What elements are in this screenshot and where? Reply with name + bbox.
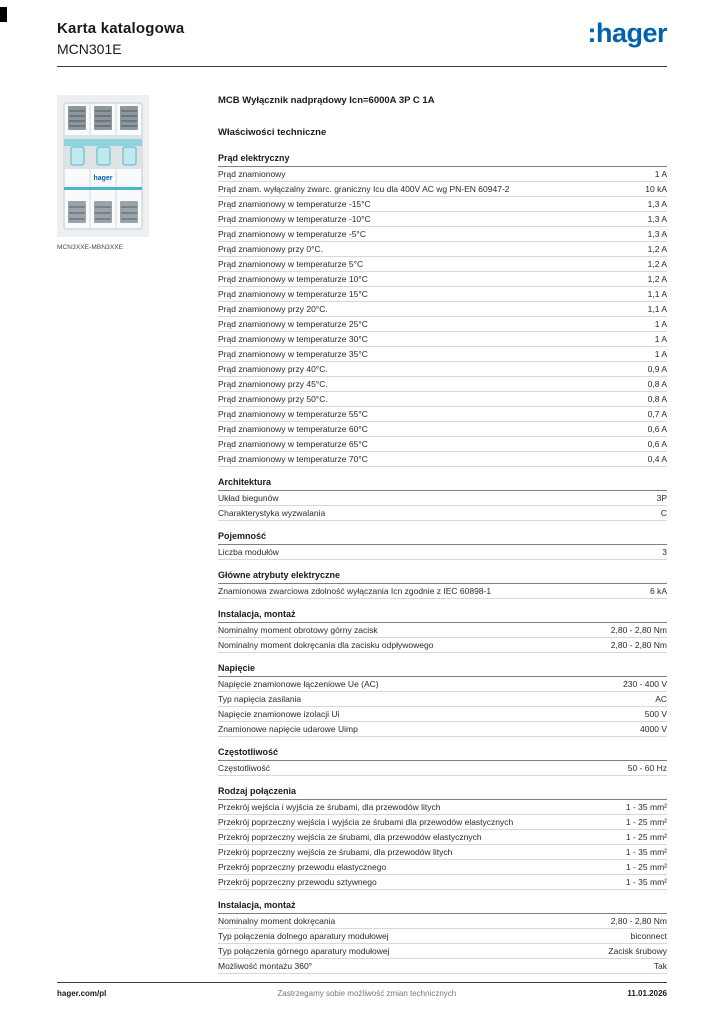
spec-row	[218, 422, 667, 437]
spec-row	[218, 491, 667, 506]
spec-row	[218, 638, 667, 653]
spec-row	[218, 830, 667, 845]
section-rows	[218, 584, 667, 599]
spec-value: 1 - 25 mm²	[625, 862, 667, 872]
spec-row	[218, 722, 667, 737]
spec-value: 1,2 A	[647, 274, 667, 284]
spec-section	[218, 609, 667, 653]
spec-value: 0,7 A	[647, 409, 667, 419]
spec-value: 1 - 35 mm²	[625, 847, 667, 857]
section-rows	[218, 491, 667, 521]
product-reference: MCN301E	[57, 41, 122, 57]
spec-label: Nominalny moment obrotowy górny zacisk	[218, 625, 378, 635]
section-rows	[218, 761, 667, 776]
header-divider	[57, 66, 667, 67]
section-rows	[218, 800, 667, 890]
spec-row	[218, 677, 667, 692]
spec-row	[218, 347, 667, 362]
spec-label: Napięcie znamionowe izolacji Ui	[218, 709, 340, 719]
section-title: Prąd elektryczny	[218, 153, 667, 167]
spec-label: Prąd znamionowy w temperaturze 25°C	[218, 319, 368, 329]
spec-label: Znamionowa zwarciowa zdolność wyłączania Icn zgodnie z IEC 60898-1	[218, 586, 492, 596]
spec-row	[218, 761, 667, 776]
spec-label: Prąd znamionowy przy 20°C.	[218, 304, 328, 314]
spec-row	[218, 959, 667, 974]
section-title: Instalacja, montaż	[218, 609, 667, 623]
spec-row	[218, 545, 667, 560]
section-rows	[218, 167, 667, 467]
spec-value: 0,8 A	[647, 379, 667, 389]
spec-value: 1 - 35 mm²	[625, 802, 667, 812]
section-title: Instalacja, montaż	[218, 900, 667, 914]
spec-row	[218, 212, 667, 227]
spec-row	[218, 392, 667, 407]
spec-label: Prąd znamionowy w temperaturze 5°C	[218, 259, 364, 269]
spec-row	[218, 692, 667, 707]
spec-label: Możliwość montażu 360°	[218, 961, 313, 971]
spec-section	[218, 570, 667, 599]
spec-value: 3	[662, 547, 667, 557]
spec-section	[218, 786, 667, 890]
spec-value: 1,3 A	[647, 199, 667, 209]
spec-section	[218, 747, 667, 776]
spec-label: Przekrój wejścia i wyjścia ze śrubami, dla przewodów litych	[218, 802, 441, 812]
spec-value: 0,6 A	[647, 439, 667, 449]
spec-row	[218, 914, 667, 929]
spec-label: Prąd znamionowy	[218, 169, 286, 179]
product-image	[57, 95, 149, 237]
spec-row	[218, 182, 667, 197]
spec-value: 10 kA	[645, 184, 667, 194]
spec-value: 2,80 - 2,80 Nm	[610, 640, 667, 650]
spec-label: Prąd znamionowy w temperaturze 10°C	[218, 274, 368, 284]
spec-label: Prąd znamionowy w temperaturze 15°C	[218, 289, 368, 299]
product-figure	[57, 95, 149, 251]
spec-value: Zacisk śrubowy	[608, 946, 667, 956]
spec-value: biconnect	[630, 931, 667, 941]
spec-value: 1 - 25 mm²	[625, 832, 667, 842]
spec-label: Prąd znamionowy w temperaturze 70°C	[218, 454, 368, 464]
spec-row	[218, 242, 667, 257]
spec-row	[218, 860, 667, 875]
spec-label: Napięcie znamionowe łączeniowe Ue (AC)	[218, 679, 379, 689]
spec-row	[218, 944, 667, 959]
spec-label: Przekrój poprzeczny wejścia i wyjścia ze śrubami dla przewodów elastycznych	[218, 817, 514, 827]
spec-label: Nominalny moment dokręcania dla zacisku odpływowego	[218, 640, 434, 650]
hager-logo: :hager	[587, 18, 667, 48]
spec-label: Prąd znamionowy w temperaturze 65°C	[218, 439, 368, 449]
spec-value: 50 - 60 Hz	[627, 763, 667, 773]
spec-label: Prąd znamionowy w temperaturze 30°C	[218, 334, 368, 344]
spec-value: 1 A	[654, 334, 667, 344]
spec-value: 0,6 A	[647, 424, 667, 434]
spec-value: 3P	[656, 493, 667, 503]
spec-row	[218, 287, 667, 302]
svg-text:hager: hager	[93, 175, 113, 182]
page-header	[57, 20, 667, 57]
spec-label: Układ biegunów	[218, 493, 279, 503]
spec-section	[218, 663, 667, 737]
spec-label: Przekrój poprzeczny przewodu sztywnego	[218, 877, 377, 887]
spec-row	[218, 815, 667, 830]
spec-label: Nominalny moment dokręcania	[218, 916, 336, 926]
product-caption: MCN3XXE-MBN3XXE	[57, 244, 124, 251]
spec-value: 1,3 A	[647, 214, 667, 224]
spec-row	[218, 272, 667, 287]
spec-section	[218, 900, 667, 974]
spec-label: Prąd znamionowy w temperaturze 35°C	[218, 349, 368, 359]
spec-row	[218, 407, 667, 422]
section-rows	[218, 914, 667, 974]
spec-row	[218, 317, 667, 332]
spec-value: 230 - 400 V	[623, 679, 667, 689]
footer-date: 11.01.2026	[627, 989, 667, 998]
page-footer	[57, 982, 667, 998]
spec-value: C	[660, 508, 667, 518]
section-title: Pojemność	[218, 531, 667, 545]
spec-row	[218, 437, 667, 452]
section-title: Główne atrybuty elektryczne	[218, 570, 667, 584]
spec-value: 1 - 35 mm²	[625, 877, 667, 887]
spec-row	[218, 167, 667, 182]
spec-label: Znamionowe napięcie udarowe Uimp	[218, 724, 358, 734]
spec-value: 1 A	[654, 169, 667, 179]
spec-label: Liczba modułów	[218, 547, 279, 557]
spec-value: 1 A	[654, 319, 667, 329]
spec-section	[218, 531, 667, 560]
tech-properties-heading: Właściwości techniczne	[218, 127, 327, 138]
spec-label: Częstotliwość	[218, 763, 270, 773]
spec-value: 0,9 A	[647, 364, 667, 374]
spec-value: AC	[655, 694, 667, 704]
spec-label: Prąd znamionowy w temperaturze -15°C	[218, 199, 371, 209]
spec-value: 4000 V	[640, 724, 667, 734]
spec-label: Prąd znamionowy przy 0°C.	[218, 244, 323, 254]
spec-row	[218, 332, 667, 347]
spec-label: Przekrój poprzeczny wejścia ze śrubami, dla przewodów elastycznych	[218, 832, 482, 842]
spec-value: 500 V	[644, 709, 667, 719]
spec-row	[218, 875, 667, 890]
spec-section	[218, 477, 667, 521]
spec-value: 1 A	[654, 349, 667, 359]
spec-value: 6 kA	[649, 586, 667, 596]
page-title: Karta katalogowa	[57, 20, 185, 37]
spec-label: Prąd znamionowy w temperaturze 60°C	[218, 424, 368, 434]
spec-value: 1,2 A	[647, 244, 667, 254]
spec-row	[218, 584, 667, 599]
footer-divider	[57, 982, 667, 983]
spec-label: Prąd znam. wyłączalny zwarc. graniczny Icu dla 400V AC wg PN-EN 60947-2	[218, 184, 510, 194]
section-rows	[218, 677, 667, 737]
section-title: Częstotliwość	[218, 747, 667, 761]
spec-value: Tak	[653, 961, 667, 971]
spec-label: Typ połączenia dolnego aparatury modułowej	[218, 931, 389, 941]
spec-row	[218, 377, 667, 392]
spec-value: 1,1 A	[647, 304, 667, 314]
hager-website-link[interactable]: hager.com/pl	[57, 989, 107, 998]
section-title: Rodzaj połączenia	[218, 786, 667, 800]
spec-row	[218, 623, 667, 638]
section-title: Architektura	[218, 477, 667, 491]
spec-label: Prąd znamionowy przy 45°C.	[218, 379, 328, 389]
footer-disclaimer: Zastrzegamy sobie możliwość zmian technicznych	[277, 989, 457, 998]
spec-value: 0,8 A	[647, 394, 667, 404]
section-title: Napięcie	[218, 663, 667, 677]
spec-label: Typ połączenia górnego aparatury modułowej	[218, 946, 390, 956]
spec-label: Prąd znamionowy w temperaturze -5°C	[218, 229, 366, 239]
spec-value: 1,2 A	[647, 259, 667, 269]
spec-row	[218, 302, 667, 317]
spec-label: Charakterystyka wyzwalania	[218, 508, 326, 518]
spec-value: 1,1 A	[647, 289, 667, 299]
spec-row	[218, 227, 667, 242]
product-title: MCB Wyłącznik nadprądowy Icn=6000A 3P C 1A	[218, 95, 435, 106]
spec-main-column	[218, 95, 667, 984]
spec-label: Prąd znamionowy przy 50°C.	[218, 394, 328, 404]
spec-row	[218, 800, 667, 815]
spec-label: Typ napięcia zasilania	[218, 694, 302, 704]
spec-label: Prąd znamionowy w temperaturze 55°C	[218, 409, 368, 419]
spec-row	[218, 506, 667, 521]
spec-label: Prąd znamionowy przy 40°C.	[218, 364, 328, 374]
spec-sections	[218, 153, 667, 974]
section-rows	[218, 545, 667, 560]
spec-row	[218, 845, 667, 860]
spec-row	[218, 707, 667, 722]
spec-label: Przekrój poprzeczny wejścia ze śrubami, dla przewodów litych	[218, 847, 453, 857]
print-corner-mark	[0, 7, 7, 22]
spec-row	[218, 362, 667, 377]
spec-label: Prąd znamionowy w temperaturze -10°C	[218, 214, 371, 224]
spec-value: 2,80 - 2,80 Nm	[610, 625, 667, 635]
footer-content	[57, 989, 667, 998]
spec-value: 0,4 A	[647, 454, 667, 464]
spec-row	[218, 257, 667, 272]
spec-section	[218, 153, 667, 467]
spec-value: 1,3 A	[647, 229, 667, 239]
spec-row	[218, 197, 667, 212]
spec-label: Przekrój poprzeczny przewodu elastycznego	[218, 862, 387, 872]
section-rows	[218, 623, 667, 653]
spec-value: 2,80 - 2,80 Nm	[610, 916, 667, 926]
spec-row	[218, 452, 667, 467]
spec-row	[218, 929, 667, 944]
spec-value: 1 - 25 mm²	[625, 817, 667, 827]
